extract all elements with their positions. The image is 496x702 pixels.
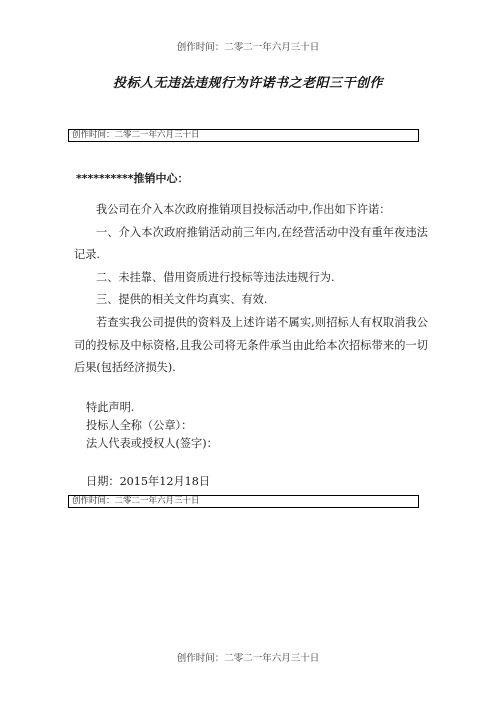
creation-time-box-bottom: 创作时间：二零二一年六月三十日 [68, 495, 419, 508]
signing-date: 日期：2015年12月18日 [86, 475, 211, 488]
paragraph-pledge-1: 一、介入本次政府推销活动前三年内,在经营活动中没有重年夜违法记录. [74, 225, 428, 262]
addressee: **********推销中心： [76, 172, 189, 185]
paragraph-pledge-3: 三、提供的相关文件均真实、有效. [96, 293, 268, 307]
paragraph-intro: 我公司在介入本次政府推销项目投标活动中,作出如下许诺： [96, 203, 391, 216]
page-footer: 创作时间：二零二一年六月三十日 [176, 653, 320, 664]
closing-block [86, 399, 218, 453]
paragraph-liability: 若查实我公司提供的资料及上述许诺不属实,则招标人有权取消我公司的投标及中标资格,且我公司将无条件承当由此给本次招标带来的一切后果(包括经济损失). [74, 315, 428, 375]
document-body [74, 199, 428, 380]
page-header: 创作时间：二零二一年六月三十日 [176, 42, 320, 53]
representative-field: 法人代表或授权人(签字)： [86, 437, 218, 450]
bidder-name-field: 投标人全称（公章）： [86, 419, 193, 432]
paragraph-pledge-2: 二、未挂靠、借用资质进行投标等违法违规行为. [96, 270, 335, 284]
declaration-text: 特此声明. [86, 401, 135, 414]
document-title: 投标人无违法违规行为许诺书之老阳三干创作 [112, 76, 383, 91]
creation-time-box-top: 创作时间：二零二一年六月三十日 [68, 129, 419, 142]
